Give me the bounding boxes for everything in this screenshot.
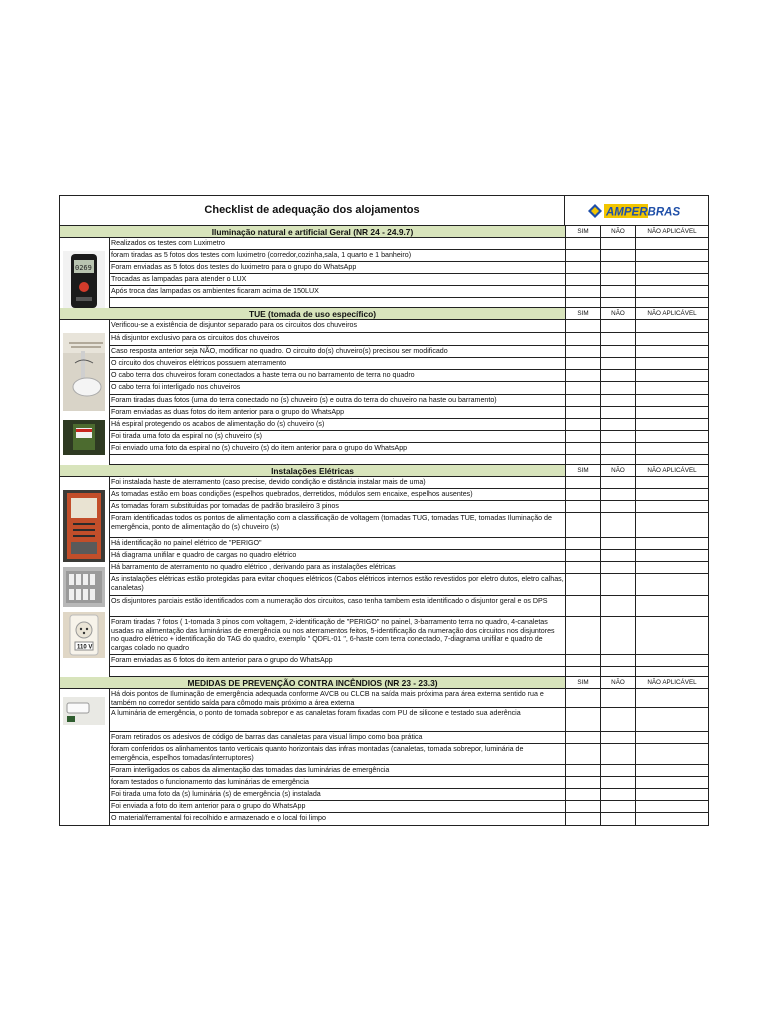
- checkbox-sim[interactable]: [565, 238, 600, 249]
- checkbox-sim[interactable]: [565, 617, 600, 654]
- checklist-item-text: Caso resposta anterior seja NÃO, modificar no quadro. O circuito do(s) chuveiro(s) precisou ser modificado: [111, 347, 448, 355]
- reference-photo: [63, 420, 105, 455]
- checklist-row: [110, 489, 708, 501]
- checklist-row: [110, 538, 708, 550]
- spacer-row: [110, 667, 708, 677]
- shower-photo: [63, 333, 105, 411]
- spacer-row: [110, 298, 708, 308]
- column-header-nao-aplicavel: NÃO APLICÁVEL: [635, 677, 708, 688]
- checkbox-nao[interactable]: [600, 333, 635, 345]
- checklist-row: [110, 513, 708, 538]
- checkbox-nao[interactable]: [600, 274, 635, 285]
- checklist-item-text: Há identificação no painel elétrico de "PERIGO": [111, 539, 262, 547]
- checklist-row: [110, 395, 708, 407]
- checklist-item-text: As tomadas estão em boas condições (espelhos quebrados, derretidos, módulos sem encaixe, espelhos ausentes): [111, 490, 473, 498]
- checkbox-nao-aplicavel[interactable]: [635, 238, 708, 249]
- section-photos: [60, 689, 110, 825]
- checkbox-nao-aplicavel[interactable]: [635, 358, 708, 369]
- section-title: Instalações Elétricas: [60, 465, 565, 476]
- checklist-row: [110, 333, 708, 346]
- checkbox-sim[interactable]: [565, 562, 600, 573]
- checklist-item-text: Foi enviado uma foto da espiral no (s) chuveiro (s) do item anterior para o grupo do WhatsApp: [111, 444, 408, 452]
- checkbox-nao-aplicavel[interactable]: [635, 550, 708, 561]
- reference-photo: [63, 567, 105, 607]
- checklist-row: [110, 419, 708, 431]
- checkbox-nao[interactable]: [600, 262, 635, 273]
- checklist-row: [110, 501, 708, 513]
- checkbox-nao[interactable]: [600, 489, 635, 500]
- checkbox-nao[interactable]: [600, 286, 635, 297]
- checkbox-nao[interactable]: [600, 407, 635, 418]
- reference-photo: [63, 251, 105, 308]
- checkbox-sim[interactable]: [565, 732, 600, 743]
- checkbox-nao-aplicavel[interactable]: [635, 501, 708, 512]
- checkbox-nao-aplicavel[interactable]: [635, 250, 708, 261]
- checkbox-nao-aplicavel[interactable]: [635, 431, 708, 442]
- checklist-item-text: O cabo terra foi interligado nos chuveiros: [111, 383, 241, 391]
- checkbox-nao[interactable]: [600, 708, 635, 731]
- checkbox-sim[interactable]: [565, 358, 600, 369]
- checkbox-nao[interactable]: [600, 655, 635, 666]
- checkbox-nao-aplicavel[interactable]: [635, 274, 708, 285]
- checkbox-nao[interactable]: [600, 431, 635, 442]
- checklist-row: [110, 286, 708, 298]
- checkbox-nao[interactable]: [600, 382, 635, 394]
- column-header-sim: SIM: [565, 308, 600, 319]
- section-body: [60, 689, 708, 825]
- checklist-row: [110, 320, 708, 333]
- checklist-item-text: Foram interligados os cabos da alimentação das tomadas das luminárias de emergência: [111, 766, 390, 774]
- svg-text:0269: 0269: [75, 264, 92, 272]
- checkbox-nao-aplicavel[interactable]: [635, 407, 708, 418]
- checkbox-nao[interactable]: [600, 238, 635, 249]
- checklist-row: [110, 789, 708, 801]
- section-header: [60, 465, 708, 477]
- section-photos: [60, 238, 110, 308]
- checkbox-nao-aplicavel[interactable]: [635, 596, 708, 616]
- column-header-sim: SIM: [565, 465, 600, 476]
- checklist-row: [110, 250, 708, 262]
- checklist-item-text: Os disjuntores parciais estão identificados com a numeração dos circuitos, caso tenha tambem esta identificado o disjuntor geral e os DPS: [111, 597, 548, 605]
- checkbox-sim[interactable]: [565, 250, 600, 261]
- checkbox-nao-aplicavel[interactable]: [635, 513, 708, 537]
- checklist-row: [110, 274, 708, 286]
- checklist-row: [110, 617, 708, 655]
- breaker-panel-photo: [63, 567, 105, 607]
- checkbox-sim[interactable]: [565, 346, 600, 357]
- checkbox-sim[interactable]: [565, 443, 600, 454]
- checkbox-nao[interactable]: [600, 801, 635, 812]
- column-header-nao: NÃO: [600, 308, 635, 319]
- checkbox-nao[interactable]: [600, 346, 635, 357]
- checklist-row: [110, 655, 708, 667]
- checkbox-nao-aplicavel[interactable]: [635, 489, 708, 500]
- checkbox-sim[interactable]: [565, 801, 600, 812]
- reference-photo: [63, 612, 105, 658]
- checkbox-nao[interactable]: [600, 744, 635, 764]
- checkbox-sim[interactable]: [565, 333, 600, 345]
- checkbox-sim[interactable]: [565, 262, 600, 273]
- checklist-item-text: Verificou-se a existência de disjuntor separado para os circuitos dos chuveiros: [111, 321, 358, 329]
- checkbox-nao[interactable]: [600, 443, 635, 454]
- socket-photo: [63, 612, 105, 658]
- checkbox-sim[interactable]: [565, 370, 600, 381]
- checklist-item-text: Há disjuntor exclusivo para os circuitos dos chuveiros: [111, 334, 280, 342]
- checkbox-sim[interactable]: [565, 744, 600, 764]
- checkbox-nao[interactable]: [600, 419, 635, 430]
- checkbox-nao-aplicavel[interactable]: [635, 320, 708, 332]
- checkbox-nao-aplicavel[interactable]: [635, 346, 708, 357]
- checkbox-nao[interactable]: [600, 358, 635, 369]
- checklist-item-text: foram conferidos os alinhamentos tanto verticais quanto horizontais das infras montadas (canaletas, tomada sobrepor, luminária de emergência, espelhos tomadas/interruptores): [111, 745, 524, 762]
- checkbox-sim[interactable]: [565, 489, 600, 500]
- checkbox-sim[interactable]: [565, 513, 600, 537]
- column-header-nao-aplicavel: NÃO APLICÁVEL: [635, 226, 708, 237]
- checklist-row: [110, 477, 708, 489]
- checkbox-nao-aplicavel[interactable]: [635, 732, 708, 743]
- checkbox-nao[interactable]: [600, 617, 635, 654]
- checklist-item-text: As instalações elétricas estão protegidas para evitar choques elétricos (Cabos elétricos internos estão revestidos por eletro dutos, eletro calhas, canaletas): [111, 575, 564, 592]
- checklist-item-text: Foram enviadas as duas fotos do item anterior para o grupo do WhatsApp: [111, 408, 345, 416]
- section-header: [60, 677, 708, 689]
- checklist-row: [110, 443, 708, 455]
- checklist-row: [110, 801, 708, 813]
- checklist-item-text: Foram tiradas duas fotos (uma do terra conectado no (s) chuveiro (s) e outra do terra do chuveiro na haste ou barramento): [111, 396, 497, 404]
- luximeter-photo: [63, 251, 105, 308]
- checkbox-sim[interactable]: [565, 789, 600, 800]
- checkbox-sim[interactable]: [565, 813, 600, 825]
- checkbox-sim[interactable]: [565, 765, 600, 776]
- checkbox-sim[interactable]: [565, 501, 600, 512]
- checklist-item-text: Foi tirada uma foto da (s) luminária (s) de emergência (s) instalada: [111, 790, 321, 798]
- checklist-item-text: As tomadas foram substituidas por tomadas de padrão brasileiro 3 pinos: [111, 502, 339, 510]
- checklist-row: [110, 744, 708, 765]
- checkbox-nao[interactable]: [600, 250, 635, 261]
- checkbox-nao[interactable]: [600, 689, 635, 707]
- checklist-item-text: Foi tirada uma foto da espiral no (s) chuveiro (s): [111, 432, 263, 440]
- checklist-item-text: Há dois pontos de Iluminação de emergência adequada conforme AVCB ou CLCB na saída mais próxima para área externa sentido rua e também no corredor sentido saída para cômodo mais próximo a área externa: [111, 690, 544, 707]
- checkbox-sim[interactable]: [565, 777, 600, 788]
- checklist-row: [110, 382, 708, 395]
- checklist-item-text: foram tiradas as 5 fotos dos testes com luximetro (corredor,cozinha,sala, 1 quarto e 1 banheiro): [111, 251, 412, 259]
- checkbox-nao[interactable]: [600, 550, 635, 561]
- checklist-item-text: Há barramento de aterramento no quadro elétrico , derivando para as instalações elétricas: [111, 563, 396, 571]
- logo-text: AMPERBRAS: [605, 206, 680, 218]
- checkbox-nao-aplicavel[interactable]: [635, 744, 708, 764]
- checklist-item-text: Há espiral protegendo os acabos de alimentação do (s) chuveiro (s): [111, 420, 325, 428]
- checkbox-sim[interactable]: [565, 419, 600, 430]
- checklist-row: [110, 708, 708, 732]
- spacer-row: [110, 455, 708, 465]
- logo-mark-icon: [586, 201, 688, 221]
- section-header: [60, 226, 708, 238]
- checkbox-sim[interactable]: [565, 655, 600, 666]
- emergency-lamp-photo: [63, 697, 105, 725]
- checkbox-nao[interactable]: [600, 732, 635, 743]
- checklist-row: [110, 262, 708, 274]
- checkbox-sim[interactable]: [565, 574, 600, 595]
- checklist-row: [110, 370, 708, 382]
- checklist-row: [110, 431, 708, 443]
- checkbox-sim[interactable]: [565, 382, 600, 394]
- checklist-item-text: Após troca das lampadas os ambientes ficaram acima de 150LUX: [111, 287, 319, 295]
- checklist-row: [110, 596, 708, 617]
- checkbox-nao[interactable]: [600, 320, 635, 332]
- sections-container: [60, 226, 708, 825]
- checkbox-sim[interactable]: [565, 689, 600, 707]
- checklist-item-text: Foram tiradas 7 fotos ( 1-tomada 3 pinos com voltagem, 2-identificação de "PERIGO" no painel, 3-barramento terra no quadro, 4-canaletas usadas na alimentação das luminárias de emergência ou nos aterramentos feitos, 5-identificação da numeração dos circuitos nos disjuntores no quadro elétrico + identificação do TAG do quadro, exemplo " QDFL-01 ", 6-haste com terra conectado, 7-diagrama unifilar e quadro de cargas colado no quadro: [111, 618, 555, 652]
- section-photos: [60, 320, 110, 465]
- checkbox-sim[interactable]: [565, 407, 600, 418]
- checklist-row: [110, 689, 708, 708]
- checklist-item-text: Foram identificadas todos os pontos de alimentação com a classificação de voltagem (tomadas TUG, tomadas TUE, tomadas Iluminação de emergência, ponto de alimentação do (s) chuveiro (s): [111, 514, 552, 531]
- checklist-row: [110, 765, 708, 777]
- checklist-item-text: Foram enviadas as 6 fotos do item anterior para o grupo do WhatsApp: [111, 656, 333, 664]
- checkbox-sim[interactable]: [565, 431, 600, 442]
- checkbox-nao-aplicavel[interactable]: [635, 286, 708, 297]
- section-title: MEDIDAS DE PREVENÇÃO CONTRA INCÊNDIOS (NR 23 - 23.3): [60, 677, 565, 688]
- checkbox-nao-aplicavel[interactable]: [635, 574, 708, 595]
- reference-photo: [63, 490, 105, 562]
- checkbox-nao-aplicavel[interactable]: [635, 813, 708, 825]
- checklist-item-text: Foi enviada a foto do item anterior para o grupo do WhatsApp: [111, 802, 306, 810]
- checklist-sheet: [59, 195, 709, 826]
- checkbox-nao[interactable]: [600, 813, 635, 825]
- column-header-nao: NÃO: [600, 465, 635, 476]
- checkbox-sim[interactable]: [565, 477, 600, 488]
- checklist-item-text: Foi instalada haste de aterramento (caso precise, devido condição e distância instalar mais de uma): [111, 478, 426, 486]
- checklist-row: [110, 574, 708, 596]
- checklist-row: [110, 813, 708, 825]
- checkbox-sim[interactable]: [565, 708, 600, 731]
- checklist-item-text: O circuito dos chuveiros elétricos possuem aterramento: [111, 359, 287, 367]
- checkbox-nao[interactable]: [600, 501, 635, 512]
- checkbox-nao[interactable]: [600, 538, 635, 549]
- checkbox-nao-aplicavel[interactable]: [635, 765, 708, 776]
- section-photos: [60, 477, 110, 677]
- checklist-item-text: Foram retirados os adesivos de código de barras das canaletas para visual limpo como boa prática: [111, 733, 423, 741]
- checkbox-nao[interactable]: [600, 562, 635, 573]
- checkbox-nao-aplicavel[interactable]: [635, 395, 708, 406]
- checklist-item-text: A luminária de emergência, o ponto de tomada sobrepor e as canaletas foram fixadas com PU de silicone e testado sua aderência: [111, 709, 521, 717]
- document-title: Checklist de adequação dos alojamentos: [204, 204, 420, 216]
- checkbox-nao-aplicavel[interactable]: [635, 655, 708, 666]
- checklist-row: [110, 777, 708, 789]
- checklist-row: [110, 358, 708, 370]
- column-header-nao-aplicavel: NÃO APLICÁVEL: [635, 308, 708, 319]
- section-title: Iluminação natural e artificial Geral (NR 24 - 24.9.7): [60, 226, 565, 237]
- checkbox-nao[interactable]: [600, 370, 635, 381]
- checkbox-nao-aplicavel[interactable]: [635, 477, 708, 488]
- checkbox-nao[interactable]: [600, 513, 635, 537]
- checkbox-nao[interactable]: [600, 777, 635, 788]
- amperbras-logo: [564, 196, 708, 225]
- checkbox-sim[interactable]: [565, 320, 600, 332]
- checklist-row: [110, 562, 708, 574]
- checkbox-nao[interactable]: [600, 596, 635, 616]
- checkbox-sim[interactable]: [565, 596, 600, 616]
- checkbox-nao-aplicavel[interactable]: [635, 333, 708, 345]
- checkbox-nao[interactable]: [600, 574, 635, 595]
- reference-photo: [63, 333, 105, 411]
- title-row: [60, 196, 708, 226]
- checkbox-sim[interactable]: [565, 395, 600, 406]
- checkbox-nao-aplicavel[interactable]: [635, 562, 708, 573]
- checkbox-nao[interactable]: [600, 477, 635, 488]
- checklist-row: [110, 732, 708, 744]
- column-header-nao-aplicavel: NÃO APLICÁVEL: [635, 465, 708, 476]
- checklist-item-text: Realizados os testes com Luximetro: [111, 239, 225, 247]
- checklist-item-text: Trocadas as lampadas para atender o LUX: [111, 275, 247, 283]
- checklist-item-text: Foram enviadas as 5 fotos dos testes do luximetro para o grupo do WhatsApp: [111, 263, 357, 271]
- checkbox-nao-aplicavel[interactable]: [635, 689, 708, 707]
- section-body: [60, 238, 708, 308]
- checklist-item-text: O material/ferramental foi recolhido e armazenado e o local foi limpo: [111, 814, 326, 822]
- socket-voltage-label: 110 V: [77, 644, 93, 651]
- checkbox-nao-aplicavel[interactable]: [635, 617, 708, 654]
- checkbox-nao[interactable]: [600, 765, 635, 776]
- electrical-panel-photo: [63, 490, 105, 562]
- checkbox-nao-aplicavel[interactable]: [635, 419, 708, 430]
- checkbox-sim[interactable]: [565, 286, 600, 297]
- checkbox-sim[interactable]: [565, 550, 600, 561]
- checkbox-nao-aplicavel[interactable]: [635, 801, 708, 812]
- section-title: TUE (tomada de uso específico): [60, 308, 565, 319]
- checklist-item-text: foram testados o funcionamento das luminárias de emergência: [111, 778, 309, 786]
- checklist-item-text: Há diagrama unifilar e quadro de cargas no quadro elétrico: [111, 551, 297, 559]
- checklist-row: [110, 346, 708, 358]
- checkbox-sim[interactable]: [565, 274, 600, 285]
- checkbox-nao[interactable]: [600, 395, 635, 406]
- column-header-nao: NÃO: [600, 226, 635, 237]
- checkbox-nao-aplicavel[interactable]: [635, 370, 708, 381]
- reference-photo: [63, 697, 105, 725]
- checklist-row: [110, 238, 708, 250]
- checkbox-nao-aplicavel[interactable]: [635, 262, 708, 273]
- grounding-wire-photo: [63, 420, 105, 455]
- column-header-sim: SIM: [565, 226, 600, 237]
- section-body: [60, 320, 708, 465]
- checkbox-nao-aplicavel[interactable]: [635, 789, 708, 800]
- checkbox-sim[interactable]: [565, 538, 600, 549]
- section-header: [60, 308, 708, 320]
- checklist-row: [110, 407, 708, 419]
- checkbox-nao-aplicavel[interactable]: [635, 443, 708, 454]
- checklist-item-text: O cabo terra dos chuveiros foram conectados a haste terra ou no barramento de terra no quadro: [111, 371, 415, 379]
- checkbox-nao[interactable]: [600, 789, 635, 800]
- section-body: [60, 477, 708, 677]
- checkbox-nao-aplicavel[interactable]: [635, 382, 708, 394]
- checkbox-nao-aplicavel[interactable]: [635, 708, 708, 731]
- checkbox-nao-aplicavel[interactable]: [635, 777, 708, 788]
- column-header-sim: SIM: [565, 677, 600, 688]
- checklist-row: [110, 550, 708, 562]
- checkbox-nao-aplicavel[interactable]: [635, 538, 708, 549]
- column-header-nao: NÃO: [600, 677, 635, 688]
